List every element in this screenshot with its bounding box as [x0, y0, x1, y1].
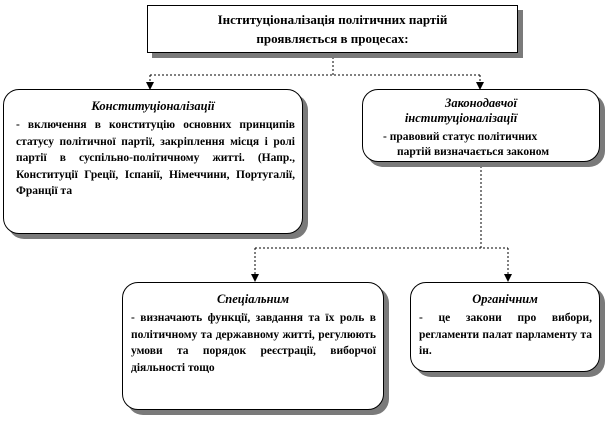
constitutional-box	[3, 89, 303, 234]
legislative-box	[362, 89, 600, 162]
special-text: - визначають функції, завдання та їх роль в політичному та державному житті, регулюють умови та порядок реєстрації, виборчої діяльності тощо	[131, 312, 376, 374]
legislative-heading-line2: інституціоналізації	[404, 111, 518, 125]
root-title-line2: проявляється в процесах:	[256, 31, 409, 46]
constitutional-text: - включення в конституцію основних принципів статусу політичної партії, закріплення місця і ролі партії в суспільно-політичному житті. (Напр., Конституції Греції, Іспанії, Німеччини, Португалії, Франції та	[16, 119, 295, 197]
organic-heading: Органічним	[472, 292, 538, 306]
root-box	[147, 5, 518, 53]
legislative-heading	[363, 96, 599, 126]
legislative-text-line2: партій визначається законом	[397, 146, 550, 158]
special-box	[122, 282, 384, 410]
root-title-line1: Інституціоналізація політичних партій	[217, 12, 448, 27]
legislative-text-line1: - правовий статус політичних	[383, 131, 538, 143]
organic-box	[410, 282, 600, 372]
constitutional-heading: Конституціоналізації	[91, 99, 215, 113]
legislative-text	[383, 130, 593, 160]
root-title	[148, 10, 517, 48]
organic-text: - це закони про вибори, регламенти палат парламенту та ін.	[419, 312, 592, 357]
legislative-heading-line1: Законодавчої	[444, 96, 518, 110]
special-heading: Спеціальним	[216, 292, 290, 306]
